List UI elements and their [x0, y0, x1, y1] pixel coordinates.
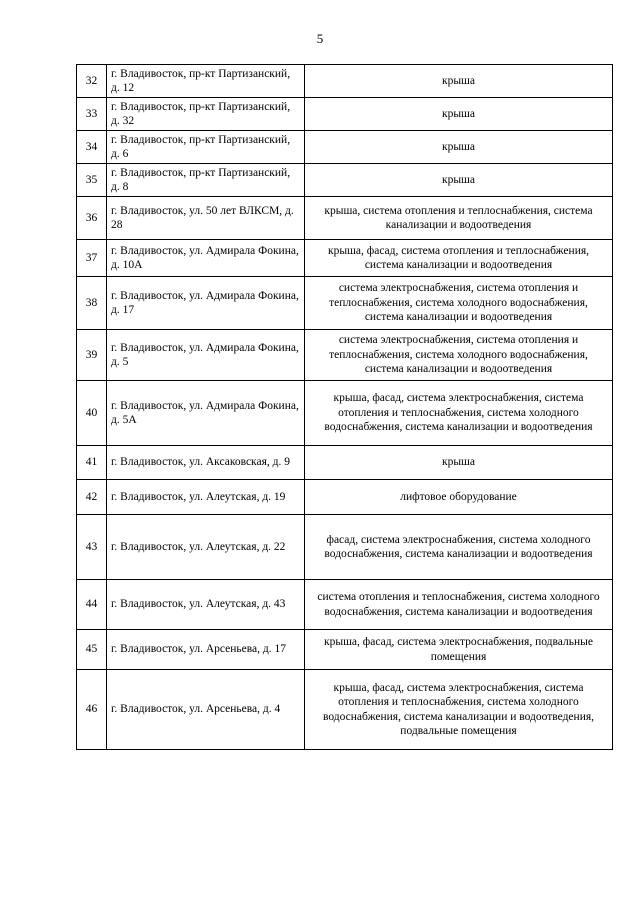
row-number: 33: [77, 98, 107, 131]
row-works: лифтовое оборудование: [305, 480, 613, 515]
row-address: г. Владивосток, ул. Алеутская, д. 43: [107, 580, 305, 630]
row-number: 45: [77, 630, 107, 670]
row-works: крыша, система отопления и теплоснабжения, система канализации и водоотведения: [305, 197, 613, 240]
row-address: г. Владивосток, ул. Арсеньева, д. 17: [107, 630, 305, 670]
row-works: система электроснабжения, система отопления и теплоснабжения, система холодного водоснабжения, система канализации и водоотведения: [305, 277, 613, 330]
row-works: система электроснабжения, система отопления и теплоснабжения, система холодного водоснабжения, система канализации и водоотведения: [305, 330, 613, 381]
row-works: крыша, фасад, система электроснабжения, подвальные помещения: [305, 630, 613, 670]
row-number: 40: [77, 381, 107, 446]
row-number: 44: [77, 580, 107, 630]
table-row: [77, 330, 613, 381]
row-address: г. Владивосток, ул. Алеутская, д. 22: [107, 515, 305, 580]
table-row: [77, 580, 613, 630]
table-row: [77, 381, 613, 446]
row-number: 42: [77, 480, 107, 515]
table-row: [77, 515, 613, 580]
table-row: [77, 131, 613, 164]
row-works: крыша: [305, 65, 613, 98]
row-works: крыша, фасад, система отопления и теплоснабжения, система канализации и водоотведения: [305, 240, 613, 277]
row-number: 36: [77, 197, 107, 240]
table-row: [77, 446, 613, 480]
row-number: 43: [77, 515, 107, 580]
row-works: фасад, система электроснабжения, система холодного водоснабжения, система канализации и водоотведения: [305, 515, 613, 580]
row-number: 32: [77, 65, 107, 98]
row-works: крыша, фасад, система электроснабжения, система отопления и теплоснабжения, система холодного водоснабжения, система канализации и водоотведения, подвальные помещения: [305, 670, 613, 750]
row-works: крыша: [305, 131, 613, 164]
row-address: г. Владивосток, пр-кт Партизанский, д. 32: [107, 98, 305, 131]
row-address: г. Владивосток, пр-кт Партизанский, д. 12: [107, 65, 305, 98]
row-address: г. Владивосток, ул. Адмирала Фокина, д. 17: [107, 277, 305, 330]
table-row: [77, 670, 613, 750]
row-number: 39: [77, 330, 107, 381]
row-number: 46: [77, 670, 107, 750]
registry-table: [76, 64, 613, 750]
table-row: [77, 197, 613, 240]
row-number: 35: [77, 164, 107, 197]
table-row: [77, 98, 613, 131]
row-address: г. Владивосток, пр-кт Партизанский, д. 6: [107, 131, 305, 164]
row-works: система отопления и теплоснабжения, система холодного водоснабжения, система канализации и водоотведения: [305, 580, 613, 630]
table-row: [77, 240, 613, 277]
row-number: 37: [77, 240, 107, 277]
row-number: 41: [77, 446, 107, 480]
row-address: г. Владивосток, ул. Аксаковская, д. 9: [107, 446, 305, 480]
row-works: крыша: [305, 164, 613, 197]
row-address: г. Владивосток, пр-кт Партизанский, д. 8: [107, 164, 305, 197]
table-row: [77, 277, 613, 330]
row-number: 38: [77, 277, 107, 330]
table-row: [77, 164, 613, 197]
row-works: крыша: [305, 446, 613, 480]
row-address: г. Владивосток, ул. Адмирала Фокина, д. 5: [107, 330, 305, 381]
row-works: крыша, фасад, система электроснабжения, система отопления и теплоснабжения, система холодного водоснабжения, система канализации и водоотведения: [305, 381, 613, 446]
table-row: [77, 480, 613, 515]
registry-table-body: [77, 65, 613, 750]
table-row: [77, 65, 613, 98]
row-address: г. Владивосток, ул. Адмирала Фокина, д. 10А: [107, 240, 305, 277]
row-address: г. Владивосток, ул. Арсеньева, д. 4: [107, 670, 305, 750]
row-works: крыша: [305, 98, 613, 131]
row-address: г. Владивосток, ул. Алеутская, д. 19: [107, 480, 305, 515]
row-number: 34: [77, 131, 107, 164]
table-row: [77, 630, 613, 670]
row-address: г. Владивосток, ул. 50 лет ВЛКСМ, д. 28: [107, 197, 305, 240]
row-address: г. Владивосток, ул. Адмирала Фокина, д. 5А: [107, 381, 305, 446]
page-number: 5: [316, 31, 324, 46]
